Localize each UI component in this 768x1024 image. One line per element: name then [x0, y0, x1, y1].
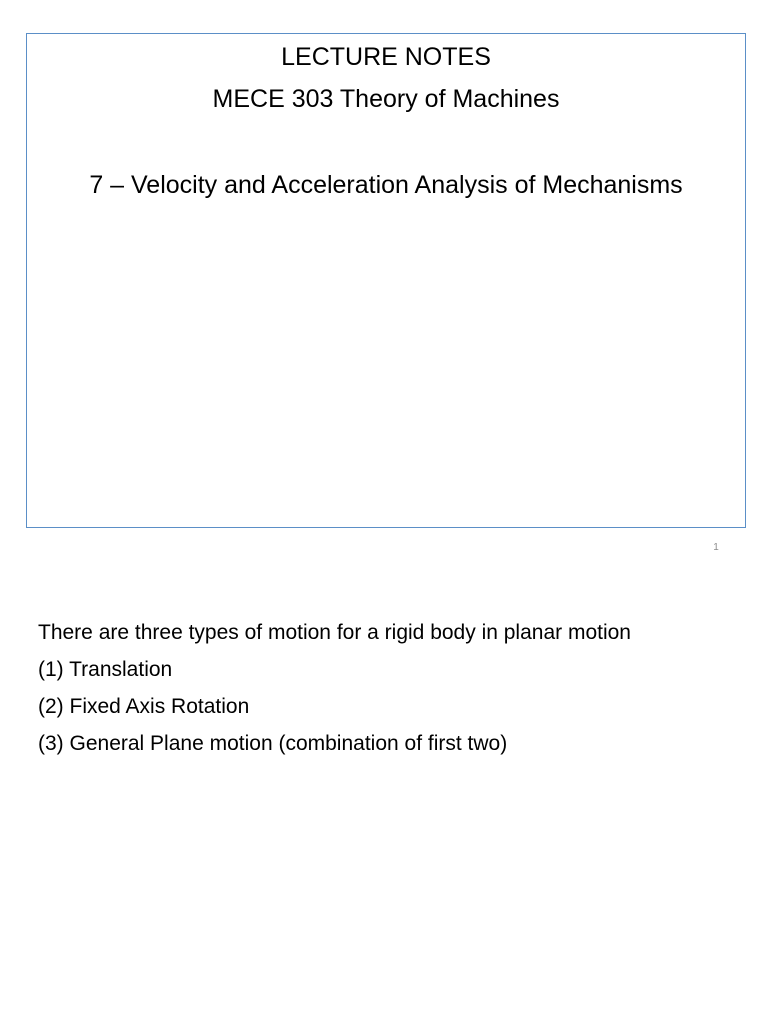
- notes-intro: There are three types of motion for a rigid body in planar motion: [38, 621, 631, 644]
- slide-course-title: MECE 303 Theory of Machines: [212, 85, 560, 113]
- motion-type-item: (3) General Plane motion (combination of first two): [38, 732, 508, 755]
- notes-section: [38, 614, 758, 762]
- motion-type-item: (1) Translation: [38, 658, 173, 681]
- page-number: 1: [713, 542, 719, 553]
- slide-title-line-1: LECTURE NOTES: [281, 43, 491, 71]
- slide-thumbnail: [26, 33, 746, 528]
- motion-type-item: (2) Fixed Axis Rotation: [38, 695, 250, 718]
- slide-topic-title: 7 – Velocity and Acceleration Analysis of Mechanisms: [89, 171, 683, 199]
